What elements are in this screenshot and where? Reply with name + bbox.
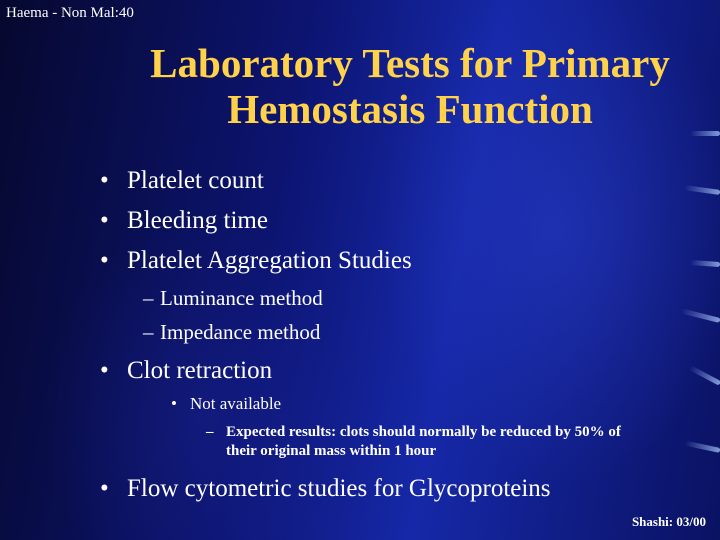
sub-bullet-marker: •	[171, 394, 177, 413]
footer-label: Shashi: 03/00	[631, 514, 706, 529]
detail-bullet-text-line-2: their original mass within 1 hour	[226, 443, 437, 459]
bullet-marker: •	[100, 207, 109, 234]
detail-bullet-text-line-1: Expected results: clots should normally be reduced by 50% of	[226, 424, 621, 440]
bullet-item	[100, 206, 268, 236]
decorative-streak	[689, 365, 720, 385]
bullet-item	[100, 166, 264, 196]
decorative-streak	[684, 185, 720, 195]
sub-bullet-text: Not available	[190, 394, 282, 413]
decorative-streak	[690, 260, 720, 267]
header-label: Haema - Non Mal:40	[6, 5, 134, 21]
sub-bullet-text: Impedance method	[160, 320, 321, 344]
slide-title	[100, 40, 720, 132]
slide-title-line-2: Hemostasis Function	[227, 86, 593, 132]
bullet-text: Platelet count	[127, 167, 264, 194]
bullet-marker: •	[100, 167, 109, 194]
bullet-text: Platelet Aggregation Studies	[127, 247, 412, 274]
sub-bullet-item	[143, 285, 323, 311]
detail-bullet-marker: –	[206, 424, 214, 440]
sub-bullet-text: Luminance method	[160, 286, 323, 310]
bullet-marker: •	[100, 357, 109, 384]
slide-title-line-1: Laboratory Tests for Primary	[150, 40, 670, 86]
detail-bullet-item	[206, 423, 696, 461]
bullet-marker: •	[100, 247, 109, 274]
bullet-item	[100, 246, 412, 276]
sub-bullet-marker: –	[143, 320, 154, 344]
sub-bullet-item	[171, 394, 281, 414]
bullet-item	[100, 356, 272, 386]
bullet-text: Flow cytometric studies for Glycoproteins	[127, 475, 551, 502]
decorative-streak	[681, 308, 720, 323]
sub-bullet-item	[143, 319, 320, 345]
bullet-text: Clot retraction	[127, 357, 273, 384]
bullet-text: Bleeding time	[127, 207, 268, 234]
bullet-item	[100, 474, 551, 504]
sub-bullet-marker: –	[143, 286, 154, 310]
bullet-marker: •	[100, 475, 109, 502]
